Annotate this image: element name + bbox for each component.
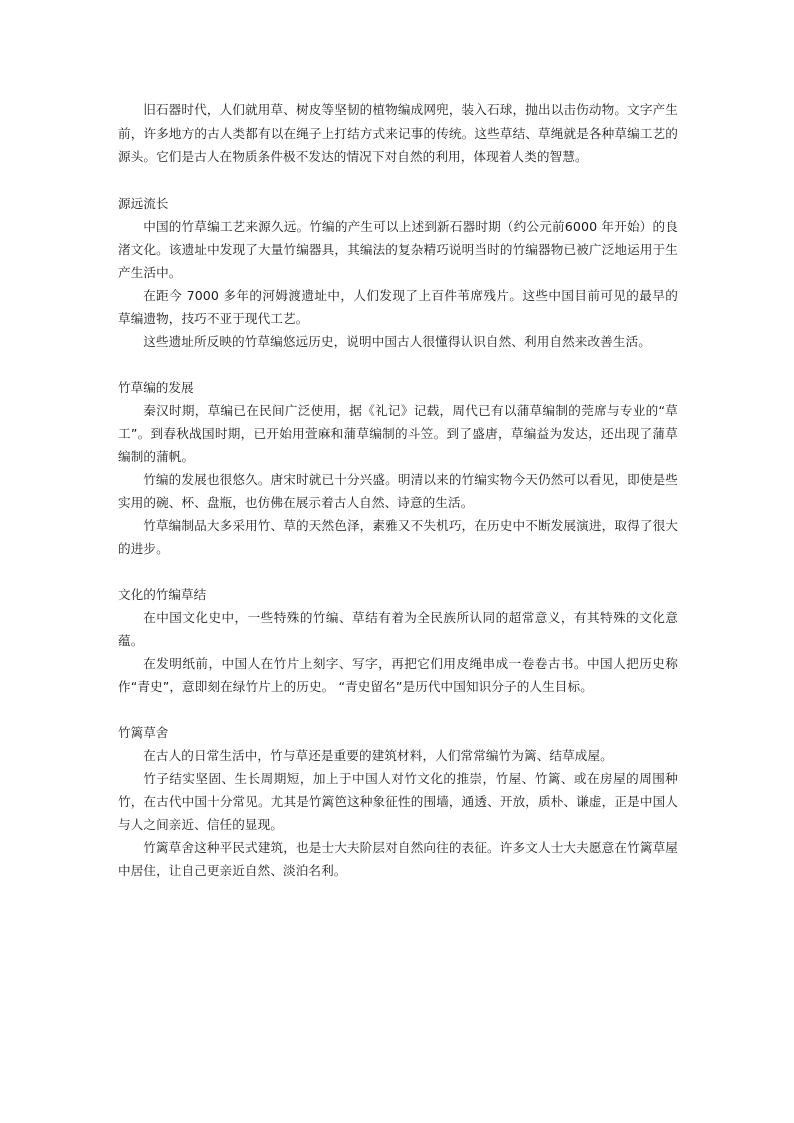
section-gap bbox=[118, 169, 678, 192]
paragraph: 竹篱草舍这种平民式建筑，也是士大夫阶层对自然向往的表征。许多文人士大夫愿意在竹篱草屋中居住，让自己更亲近自然、淡泊名利。 bbox=[118, 839, 678, 878]
section-culture bbox=[118, 583, 678, 698]
section-heading: 竹篱草舍 bbox=[118, 724, 169, 740]
paragraph: 这些遗址所反映的竹草编悠远历史，说明中国古人很懂得认识自然、利用自然来改善生活。 bbox=[143, 333, 651, 349]
section-gap bbox=[118, 353, 678, 376]
paragraph: 竹编的发展也很悠久。唐宋时就已十分兴盛。明清以来的竹编实物今天仍然可以看见，即使是些实用的碗、杯、盘瓶，也仿佛在展示着古人自然、诗意的生活。 bbox=[118, 471, 678, 510]
paragraph: 秦汉时期，草编已在民间广泛使用，据《礼记》记载，周代已有以蒲草编制的莞席与专业的“草工”。到春秋战国时期，已开始用萱麻和蒲草编制的斗笠。到了盛唐，草编益为发达，还出现了蒲草编制的蒲帆。 bbox=[118, 402, 678, 464]
section-origins bbox=[118, 192, 678, 353]
paragraph: 竹草编制品大多采用竹、草的天然色泽，素雅又不失机巧，在历史中不断发展演进，取得了很大的进步。 bbox=[118, 517, 678, 556]
section-heading: 文化的竹编草结 bbox=[118, 586, 207, 602]
paragraph: 竹子结实坚固、生长周期短，加上于中国人对竹文化的推崇，竹屋、竹篱、或在房屋的周围种竹，在古代中国十分常见。尤其是竹篱笆这种象征性的围墙，通透、开放，质朴、谦虚，正是中国人与人之间亲近、信任的显现。 bbox=[118, 770, 678, 832]
section-fence-house bbox=[118, 721, 678, 882]
paragraph: 在中国文化史中，一些特殊的竹编、草结有着为全民族所认同的超常意义，有其特殊的文化意蕴。 bbox=[118, 609, 678, 648]
intro-paragraph: 旧石器时代，人们就用草、树皮等坚韧的植物编成网兜，装入石球，抛出以击伤动物。文字产生前，许多地方的古人类都有以在绳子上打结方式来记事的传统。这些草结、草绳就是各种草编工艺的源头。它们是古人在物质条件极不发达的情况下对自然的利用，体现着人类的智慧。 bbox=[118, 102, 678, 164]
section-development bbox=[118, 376, 678, 560]
section-heading: 源远流长 bbox=[118, 195, 169, 211]
paragraph: 在发明纸前，中国人在竹片上刻字、写字，再把它们用皮绳串成一卷卷古书。中国人把历史称作“青史”，意即刻在绿竹片上的历史。 “青史留名”是历代中国知识分子的人生目标。 bbox=[118, 655, 678, 694]
paragraph: 中国的竹草编工艺来源久远。竹编的产生可以上述到新石器时期（约公元前6000 年开始）的良渚文化。该遗址中发现了大量竹编器具，其编法的复杂精巧说明当时的竹编器物已被广泛地运用于生产生活中。 bbox=[118, 218, 678, 280]
paragraph: 在距今 7000 多年的河姆渡遗址中，人们发现了上百件苇席残片。这些中国目前可见的最早的草编遗物，技巧不亚于现代工艺。 bbox=[118, 287, 678, 326]
section-heading: 竹草编的发展 bbox=[118, 379, 194, 395]
intro-section bbox=[118, 98, 678, 169]
section-gap bbox=[118, 698, 678, 721]
paragraph: 在古人的日常生活中，竹与草还是重要的建筑材料，人们常常编竹为篱、结草成屋。 bbox=[143, 747, 613, 763]
section-gap bbox=[118, 560, 678, 583]
document-page bbox=[118, 98, 678, 882]
